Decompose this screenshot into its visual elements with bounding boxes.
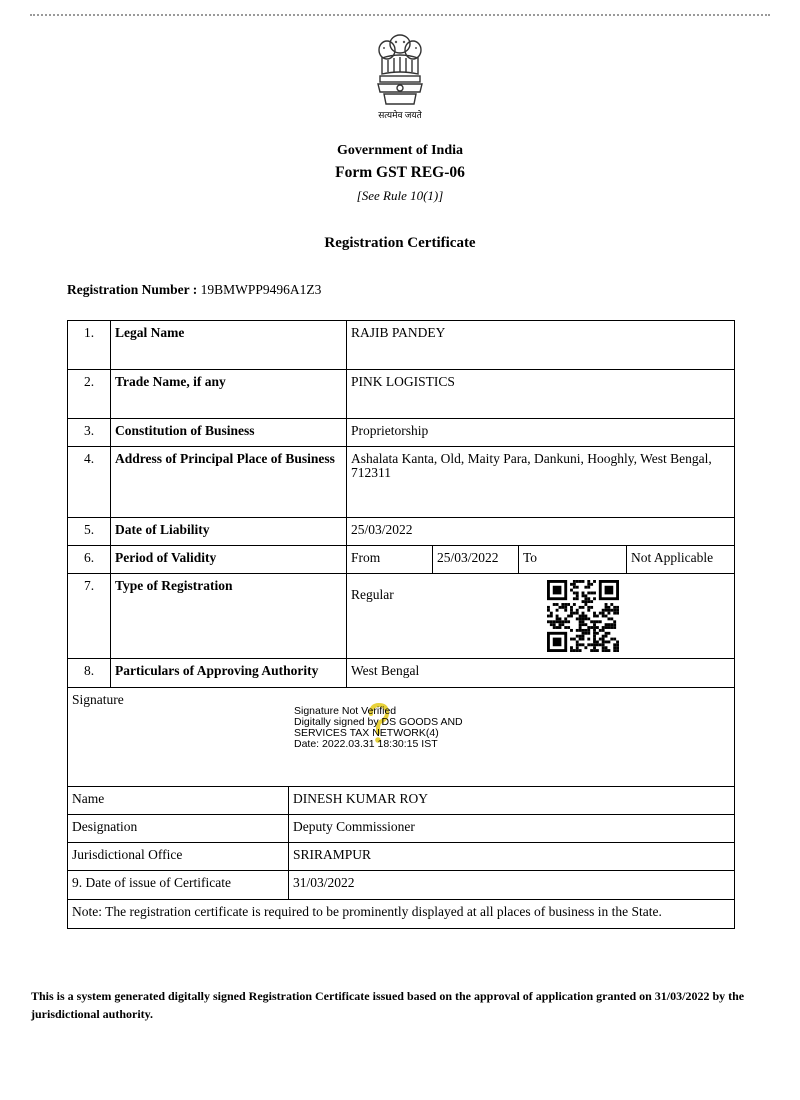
- row-number: 1.: [67, 320, 111, 370]
- row-value-type-of-registration: Regular: [346, 573, 735, 659]
- row-value-date-of-liability: 25/03/2022: [346, 517, 735, 546]
- row-value-trade-name: PINK LOGISTICS: [346, 369, 735, 419]
- row-value-address: Ashalata Kanta, Old, Maity Para, Dankuni, Hooghly, West Bengal, 712311: [346, 446, 735, 518]
- jurisdictional-office-label: Jurisdictional Office: [67, 842, 289, 871]
- form-title: Form GST REG-06: [335, 164, 465, 181]
- qr-code: [547, 580, 619, 652]
- officer-designation-label: Designation: [67, 814, 289, 843]
- emblem-motto: सत्यमेव जयते: [378, 110, 422, 120]
- display-note: Note: The registration certificate is required to be prominently displayed at all places of business in the State.: [67, 899, 735, 929]
- rule-reference: [See Rule 10(1)]: [356, 188, 444, 203]
- validity-to-value: Not Applicable: [626, 545, 735, 574]
- validity-from-date: 25/03/2022: [432, 545, 519, 574]
- row-number: 2.: [67, 369, 111, 419]
- signature-date: Date: 2022.03.31 18:30:15 IST: [294, 738, 438, 750]
- row-label-date-of-liability: Date of Liability: [110, 517, 347, 546]
- signature-signed-by-org: SERVICES TAX NETWORK(4): [294, 727, 439, 739]
- row-number: 7.: [67, 573, 111, 659]
- signature-signed-by: Digitally signed by DS GOODS AND: [294, 716, 463, 728]
- registration-number-line: [67, 282, 321, 298]
- validity-to-label: To: [518, 545, 627, 574]
- officer-name-label: Name: [67, 786, 289, 815]
- registration-number-label: Registration Number :: [67, 282, 198, 297]
- row-value-approving-authority: West Bengal: [346, 658, 735, 688]
- officer-designation-value: Deputy Commissioner: [288, 814, 735, 843]
- row-value-constitution: Proprietorship: [346, 418, 735, 447]
- officer-name-value: DINESH KUMAR ROY: [288, 786, 735, 815]
- row-number: 3.: [67, 418, 111, 447]
- government-heading: Government of India: [337, 143, 463, 158]
- certificate-title: Registration Certificate: [324, 235, 476, 251]
- digital-signature-stamp: [294, 706, 494, 750]
- registration-number-value: 19BMWPP9496A1Z3: [200, 282, 322, 297]
- row-label-legal-name: Legal Name: [110, 320, 347, 370]
- row-label-trade-name: Trade Name, if any: [110, 369, 347, 419]
- jurisdictional-office-value: SRIRAMPUR: [288, 842, 735, 871]
- signature-status: Signature Not Verified: [294, 705, 397, 717]
- row-number: 4.: [67, 446, 111, 518]
- row-label-approving-authority: Particulars of Approving Authority: [110, 658, 347, 688]
- system-generated-footer: This is a system generated digitally signed Registration Certificate issued based on the approval of application granted on 31/03/2022 by the jurisdictional authority.: [31, 989, 745, 1021]
- row-number: 8.: [67, 658, 111, 688]
- row-label-type-of-registration: Type of Registration: [110, 573, 347, 659]
- signature-label: Signature: [72, 692, 124, 707]
- row-label-period-of-validity: Period of Validity: [110, 545, 347, 574]
- row-label-address: Address of Principal Place of Business: [110, 446, 347, 518]
- row-number: 6.: [67, 545, 111, 574]
- row-label-constitution: Constitution of Business: [110, 418, 347, 447]
- top-divider: [30, 14, 770, 16]
- row-value-legal-name: RAJIB PANDEY: [346, 320, 735, 370]
- validity-from-label: From: [346, 545, 433, 574]
- row-number: 5.: [67, 517, 111, 546]
- date-of-issue-label: 9. Date of issue of Certificate: [67, 870, 289, 900]
- date-of-issue-value: 31/03/2022: [288, 870, 735, 900]
